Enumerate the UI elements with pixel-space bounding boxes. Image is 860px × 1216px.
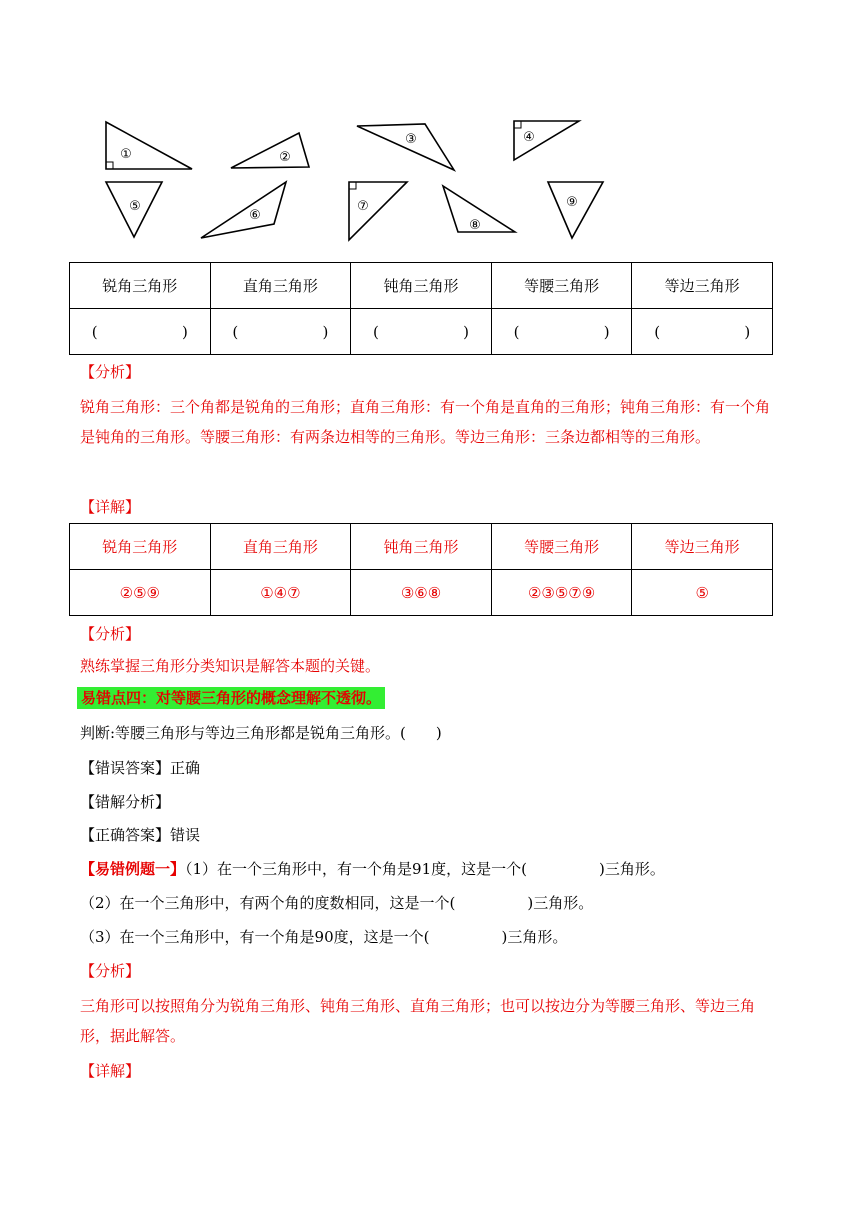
answer-blank-cell[interactable]: ( ) <box>632 309 773 355</box>
answer-blank-cell[interactable]: ( ) <box>210 309 351 355</box>
triangle-label-6: ⑥ <box>249 208 261 223</box>
table-header-cell: 锐角三角形 <box>70 524 211 570</box>
table-row <box>70 309 773 355</box>
answer-blank-cell[interactable]: ( ) <box>70 309 211 355</box>
table-header-cell: 锐角三角形 <box>70 263 211 309</box>
triangle-label-3: ③ <box>405 132 417 147</box>
analysis-label-2: 【分析】 <box>80 625 141 643</box>
triangle-3 <box>357 124 454 170</box>
triangle-label-4: ④ <box>523 130 535 145</box>
triangle-9 <box>548 182 603 238</box>
triangle-label-7: ⑦ <box>357 199 369 214</box>
wrong-answer-line <box>80 758 200 778</box>
triangle-2 <box>231 133 309 168</box>
analysis-text-1: 锐角三角形：三个角都是锐角的三角形；直角三角形：有一个角是直角的三角形；钝角三角形：有一个角是钝角的三角形。等腰三角形：有两条边相等的三角形。等边三角形：三条边都相等的三角形。 <box>80 398 771 446</box>
wrong-answer-label: 【错误答案】 <box>80 759 171 777</box>
table-header-cell: 钝角三角形 <box>351 263 492 309</box>
answer-blank-cell[interactable]: ( ) <box>491 309 632 355</box>
table-row <box>70 524 773 570</box>
analysis-label-3: 【分析】 <box>80 962 141 980</box>
answer-table <box>69 523 773 616</box>
correct-answer-line <box>80 825 200 845</box>
triangle-label-9: ⑨ <box>566 195 578 210</box>
table-header-cell: 钝角三角形 <box>351 524 492 570</box>
detail-label-2: 【详解】 <box>80 1062 141 1080</box>
table-row <box>70 570 773 616</box>
answer-cell: ②③⑤⑦⑨ <box>491 570 632 616</box>
triangle-label-1: ① <box>120 147 132 162</box>
question-table <box>69 262 773 355</box>
table-header-cell: 等边三角形 <box>632 263 773 309</box>
triangle-1 <box>106 122 192 169</box>
answer-cell: ①④⑦ <box>210 570 351 616</box>
triangle-label-2: ② <box>279 150 291 165</box>
answer-blank-cell[interactable]: ( ) <box>351 309 492 355</box>
table-row <box>70 263 773 309</box>
triangles-illustration <box>80 110 620 250</box>
table-header-cell: 直角三角形 <box>210 524 351 570</box>
example-question-1: 【易错例题一】（1）在一个三角形中，有一个角是91度，这是一个( )三角形。 <box>80 860 665 878</box>
triangles-figure <box>80 110 620 250</box>
table-header-cell: 直角三角形 <box>210 263 351 309</box>
table-header-cell: 等腰三角形 <box>491 524 632 570</box>
answer-cell: ②⑤⑨ <box>70 570 211 616</box>
answer-cell: ⑤ <box>632 570 773 616</box>
analysis-text-2: 熟练掌握三角形分类知识是解答本题的关键。 <box>80 657 381 675</box>
example-question-3: （3）在一个三角形中，有一个角是90度，这是一个( )三角形。 <box>80 928 568 946</box>
analysis-text-3: 三角形可以按照角分为锐角三角形、钝角三角形、直角三角形；也可以按边分为等腰三角形、等边三角形，据此解答。 <box>80 997 756 1045</box>
correct-answer-value: 错误 <box>170 826 201 844</box>
correct-answer-label: 【正确答案】 <box>80 826 171 844</box>
triangle-label-8: ⑧ <box>469 218 481 233</box>
error-point-title: 易错点四：对等腰三角形的概念理解不透彻。 <box>77 687 385 709</box>
example-question-2: （2）在一个三角形中，有两个角的度数相同，这是一个( )三角形。 <box>80 894 594 912</box>
table-header-cell: 等腰三角形 <box>491 263 632 309</box>
table-header-cell: 等边三角形 <box>632 524 773 570</box>
wrong-analysis-label: 【错解分析】 <box>80 793 171 811</box>
detail-label-1: 【详解】 <box>80 498 141 516</box>
triangle-label-5: ⑤ <box>129 199 141 214</box>
error-point-heading <box>77 688 385 708</box>
judge-question: 判断:等腰三角形与等边三角形都是锐角三角形。( ) <box>80 724 442 742</box>
example-label: 【易错例题一】 <box>80 860 186 878</box>
triangle-6 <box>201 182 286 238</box>
analysis-label-1: 【分析】 <box>80 363 141 381</box>
wrong-answer-value: 正确 <box>170 759 201 777</box>
answer-cell: ③⑥⑧ <box>351 570 492 616</box>
